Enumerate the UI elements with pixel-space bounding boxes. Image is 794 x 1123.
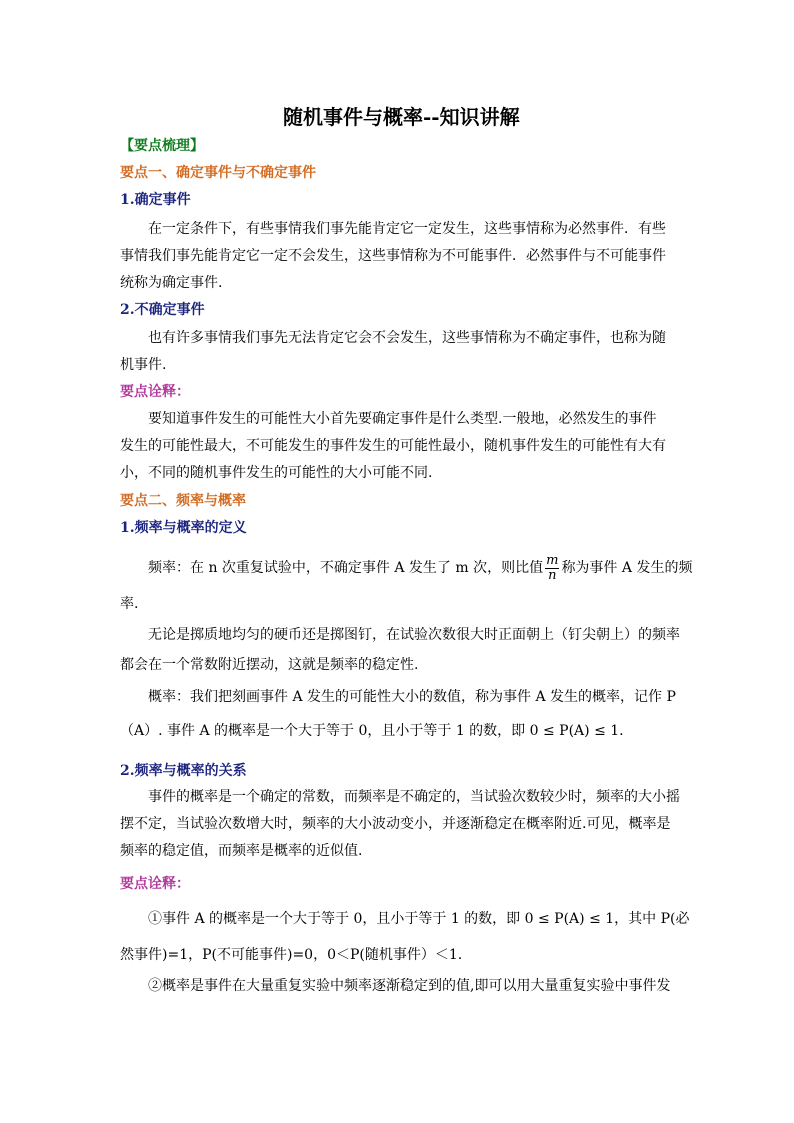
paragraph-line: 小，不同的随机事件发生的可能性的大小可能不同. [120,465,433,481]
document-title: 随机事件与概率--知识讲解 [283,105,520,129]
paragraph-line: 概率：我们把刻画事件 A 发生的可能性大小的数值，称为事件 A 发生的概率，记作 P [148,689,676,705]
subheading-relationship: 2.频率与概率的关系 [120,763,247,779]
paragraph-line: 事件的概率是一个确定的常数，而频率是不确定的，当试验次数较少时，频率的大小摇 [148,789,680,805]
probability-inequality: 0 ≤ P(A) ≤ 1 [529,723,620,739]
paragraph-line: 然事件)=1，P(不可能事件)=0，0＜P(随机事件）＜1. [120,947,463,963]
probability-text-before: （A）. 事件 A 的概率是一个大于等于 0，且小于等于 1 的数，即 [120,723,526,739]
paragraph-line: 机事件. [120,357,167,373]
paragraph-line: 都会在一个常数附近摆动，这就是频率的稳定性. [120,657,419,673]
probability-range-line [120,721,624,741]
paragraph-line: 统称为确定事件. [120,275,223,291]
note-heading-2: 要点诠释： [120,876,190,892]
probability-text-after: . [619,723,624,739]
note-item-1-after: ，其中 P(必 [614,911,690,927]
paragraph-line: 要知道事件发生的可能性大小首先要确定事件是什么类型.一般地，必然发生的事件 [148,411,657,427]
note-heading-1: 要点诠释： [120,384,190,400]
paragraph-line: 率. [120,596,139,612]
fraction-numerator: m [546,552,559,568]
subheading-certain-events: 1.确定事件 [120,192,191,208]
frequency-text-after: 称为事件 A 发生的频 [561,560,693,576]
section-heading-2: 要点二、频率与概率 [120,493,246,509]
frequency-text-before: 频率：在 n 次重复试验中，不确定事件 A 发生了 m 次，则比值 [148,560,544,576]
paragraph-line: 频率的稳定值，而频率是概率的近似值. [120,843,363,859]
outline-heading: 【要点梳理】 [120,138,204,154]
paragraph-line: 事情我们事先能肯定它一定不会发生，这些事情称为不可能事件．必然事件与不可能事件 [120,248,666,264]
paragraph-line: 发生的可能性最大，不可能发生的事件发生的可能性最小，随机事件发生的可能性有大有 [120,438,666,454]
paragraph-line: 也有许多事情我们事先无法肯定它会不会发生，这些事情称为不确定事件，也称为随 [148,330,666,346]
paragraph-line: 摆不定，当试验次数增大时，频率的大小波动变小，并逐渐稳定在概率附近.可见，概率是 [120,816,671,832]
fraction-denominator: n [548,567,557,583]
fraction-m-over-n [545,554,559,583]
note-item-1-before: ①事件 A 的概率是一个大于等于 0，且小于等于 1 的数，即 [148,911,521,927]
paragraph-line: 无论是掷质地均匀的硬币还是掷图钉，在试验次数很大时正面朝上（钉尖朝上）的频率 [148,627,680,643]
paragraph-line: 在一定条件下，有些事情我们事先能肯定它一定发生，这些事情称为必然事件．有些 [148,221,666,237]
note-item-1-inequality: 0 ≤ P(A) ≤ 1 [524,911,615,927]
subheading-uncertain-events: 2.不确定事件 [120,302,205,318]
section-heading-1: 要点一、确定事件与不确定事件 [120,165,316,181]
frequency-definition-line [148,553,692,583]
note-item-1 [148,909,690,929]
note-item-2: ②概率是事件在大量重复实验中频率逐渐稳定到的值,即可以用大量重复实验中事件发 [148,978,671,994]
subheading-definitions: 1.频率与概率的定义 [120,520,247,536]
